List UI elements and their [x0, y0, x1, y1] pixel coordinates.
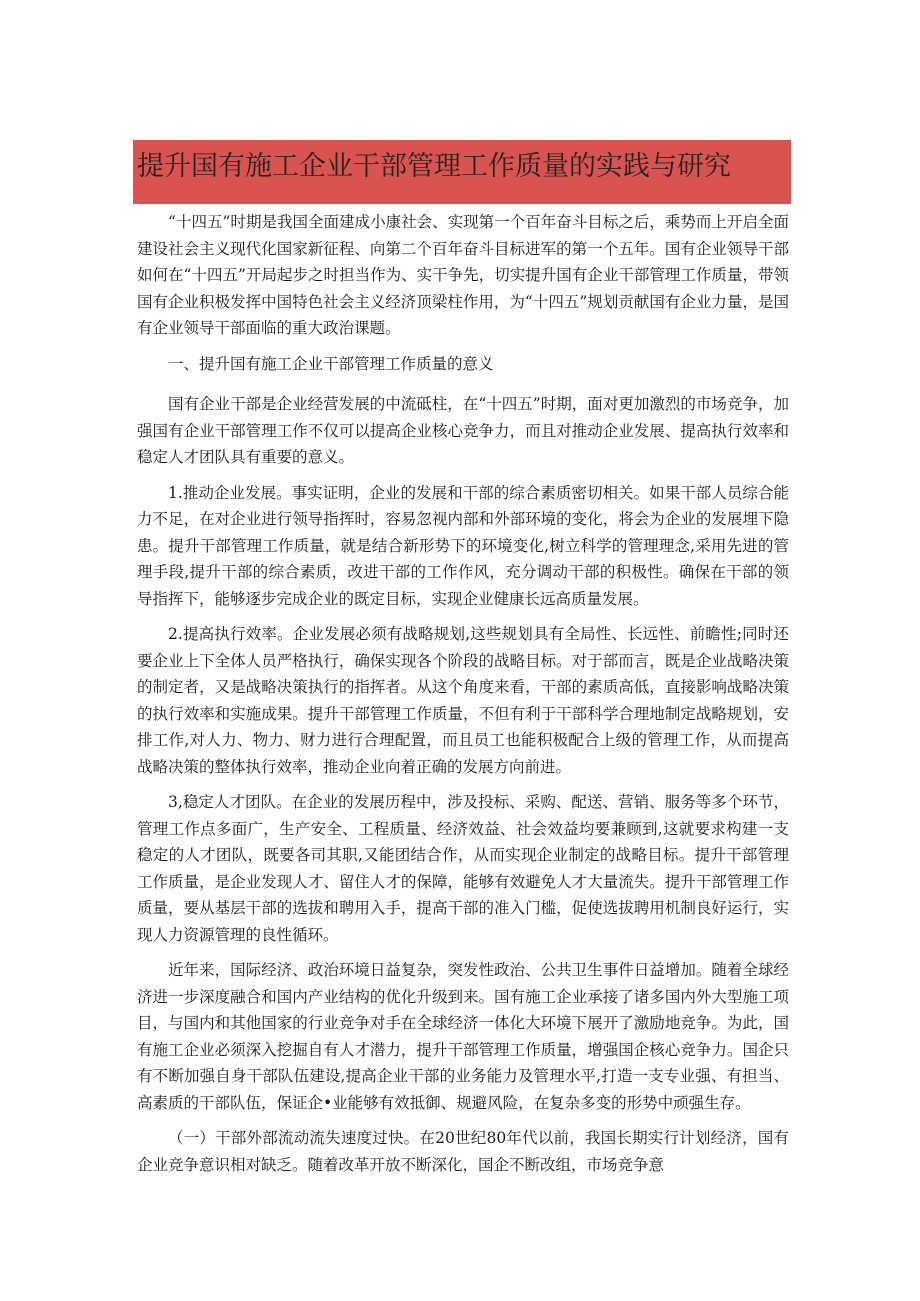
title-banner [133, 140, 791, 204]
body-paragraph: 1.推动企业发展。事实证明，企业的发展和干部的综合素质密切相关。如果干部人员综合能力不足，在对企业进行领导指挥时，容易忽视内部和外部环境的变化，将会为企业的发展埋下隐患。提升干部管理工作质量，就是结合新形势下的环境变化,树立科学的管理理念,采用先进的管理手段,提升干部的综合素质，改进干部的工作作风，充分调动干部的积极性。确保在干部的领导指挥下，能够逐步完成企业的既定目标，实现企业健康长远高质量发展。 [137, 483, 789, 608]
body-paragraph: （一）干部外部流动流失速度过快。在20世纪80年代以前，我国长期实行计划经济，国有企业竞争意识相对缺乏。随着改革开放不断深化，国企不断改组，市场竞争意 [137, 1129, 789, 1174]
body-paragraph: “十四五”时期是我国全面建成小康社会、实现第一个百年奋斗目标之后，乘势而上开启全面建设社会主义现代化国家新征程、向第二个百年奋斗目标进军的第一个五年。国有企业领导干部如何在“十四五”开局起步之时担当作为、实干争先，切实提升国有企业干部管理工作质量，带领国有企业积极发挥中国特色社会主义经济顶梁柱作用，为“十四五”规划贡献国有企业力量，是国有企业领导干部面临的重大政治课题。 [137, 213, 789, 337]
document-title: 提升国有施工企业干部管理工作质量的实践与研究 [137, 151, 731, 182]
body-paragraph: 国有企业干部是企业经营发展的中流砥柱，在“十四五”时期，面对更加激烈的市场竞争，加强国有企业干部管理工作不仅可以提高企业核心竞争力，而且对推动企业发展、提高执行效率和稳定人才团队具有重要的意义。 [137, 395, 789, 466]
body-paragraph: 近年来，国际经济、政治环境日益复杂，突发性政治、公共卫生事件日益增加。随着全球经济进一步深度融合和国内产业结构的优化升级到来。国有施工企业承接了诸多国内外大型施工项目，与国内和其他国家的行业竞争对手在全球经济一体化大环境下展开了激励地竞争。为此，国有施工企业必须深入挖掘自有人才潜力，提升干部管理工作质量，增强国企核心竞争力。国企只有不断加强自身干部队伍建设,提高企业干部的业务能力及管理水平,打造一支专业强、有担当、高素质的干部队伍，保证企•业能够有效抵御、规避风险，在复杂多变的形势中顽强生存。 [137, 961, 789, 1112]
body-paragraph: 3,稳定人才团队。在企业的发展历程中，涉及投标、采购、配送、营销、服务等多个环节，管理工作点多面广，生产安全、工程质量、经济效益、社会效益均要兼顾到,这就要求构建一支稳定的人才团队，既要各司其职,又能团结合作，从而实现企业制定的战略目标。提升干部管理工作质量，是企业发现人才、留住人才的保障，能够有效避免人才大量流失。提升干部管理工作质量，要从基层干部的选拔和聘用入手，提高干部的准入门槛，促使选拔聘用机制良好运行，实现人力资源管理的良性循环。 [137, 793, 789, 944]
section-heading: 一、提升国有施工企业干部管理工作质量的意义 [168, 354, 494, 373]
document-body [137, 209, 789, 1187]
body-paragraph: 2.提高执行效率。企业发展必须有战略规划,这些规划具有全局性、长远性、前瞻性;同时还要企业上下全体人员严格执行，确保实现各个阶段的战略目标。对于部而言，既是企业战略决策的制定者，又是战略决策执行的指挥者。从这个角度来看，干部的素质高低，直接影响战略决策的执行效率和实施成果。提升干部管理工作质量，不但有利于干部科学合理地制定战略规划，安排工作,对人力、物力、财力进行合理配置，而且员工也能积极配合上级的管理工作，从而提高战略决策的整体执行效率，推动企业向着正确的发展方向前进。 [137, 625, 789, 776]
